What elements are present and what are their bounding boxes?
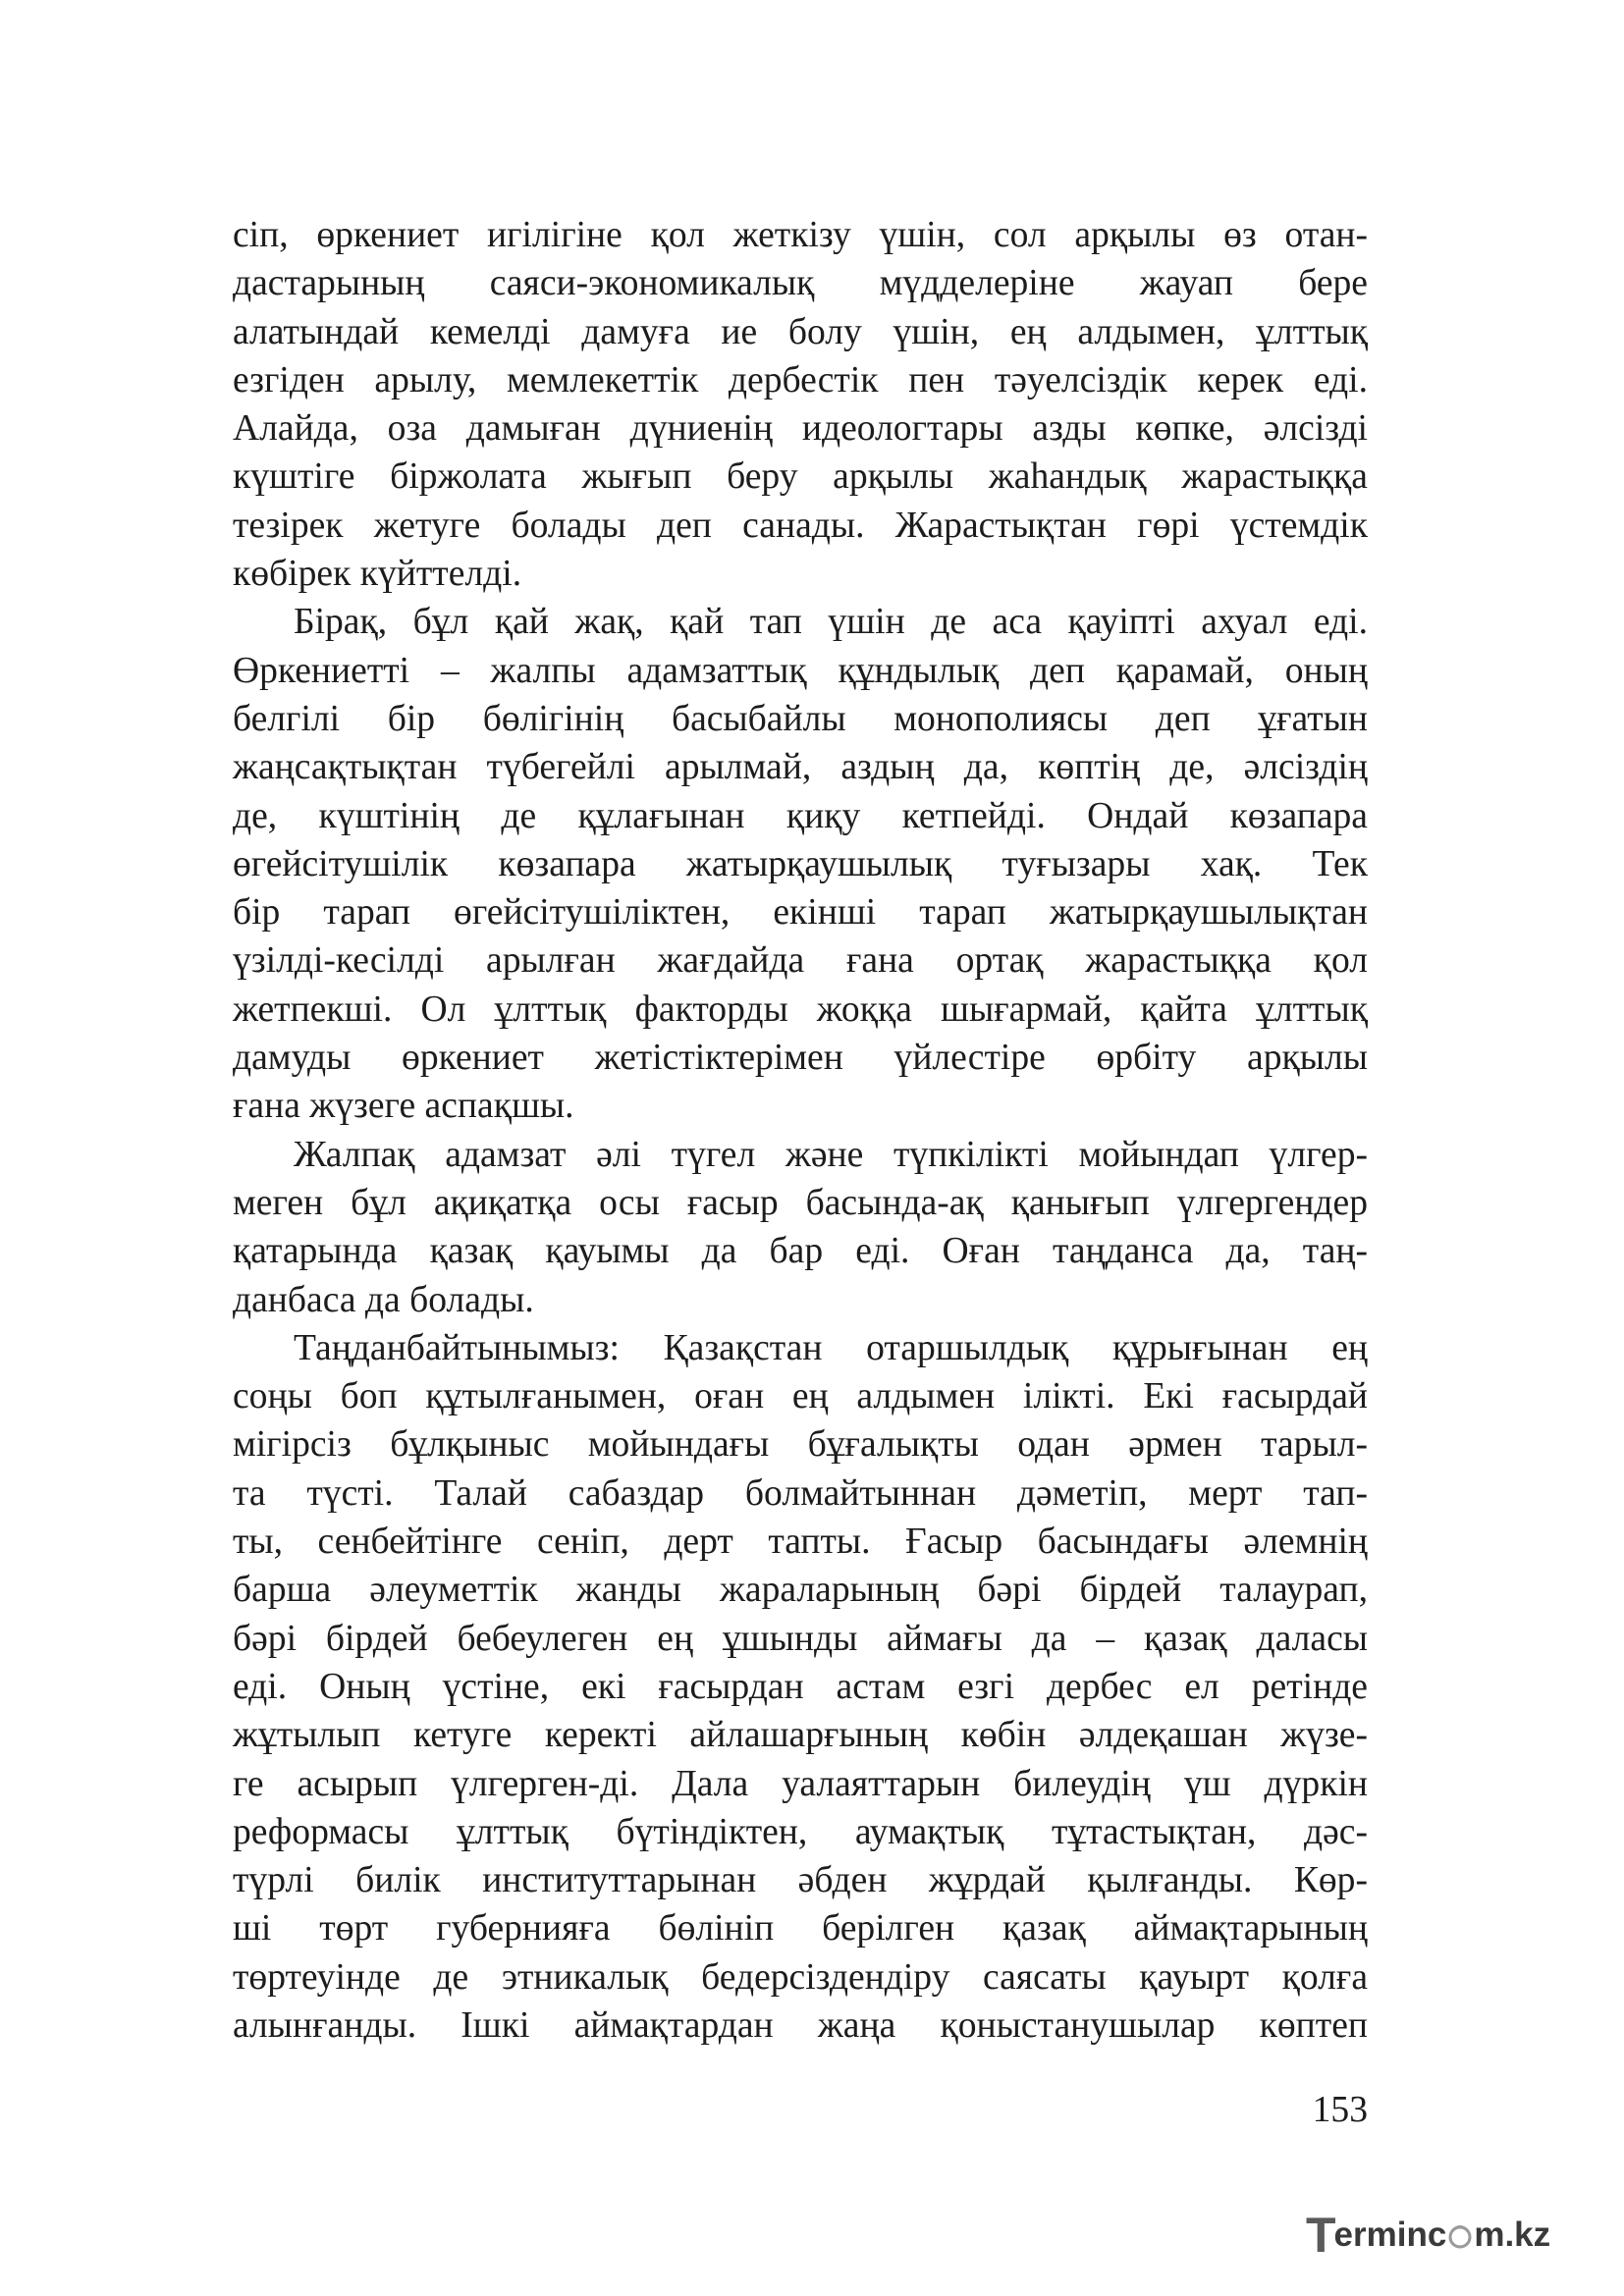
paragraph — [233, 1324, 1368, 2050]
text-line: төртеуінде де этникалық бедерсіздендіру саясаты қауырт қолға — [233, 1956, 1368, 1998]
text-line: Алайда, оза дамыған дүниенің идеологтары азды көпке, әлсізді — [233, 408, 1368, 450]
text-line: бір тарап өгейсітушіліктен, екінші тарап жатырқаушылықтан — [233, 892, 1368, 934]
text-line: соңы боп құтылғанымен, оған ең алдымен ілікті. Екі ғасырдай — [233, 1376, 1368, 1417]
text-line: жетпекші. Ол ұлттық факторды жоққа шығармай, қайта ұлттық — [233, 988, 1368, 1030]
text-line: еді. Оның үстіне, екі ғасырдан астам езгі дербес ел ретінде — [233, 1666, 1368, 1707]
text-line: белгілі бір бөлігінің басыбайлы монополиясы деп ұғатын — [233, 698, 1368, 739]
text-line: Өркениетті – жалпы адамзаттық құндылық деп қарамай, оның — [233, 650, 1368, 691]
text-line: қатарында қазақ қауымы да бар еді. Оған таңданса да, таң- — [233, 1231, 1368, 1272]
globe-o-icon — [1447, 2220, 1473, 2250]
text-line: дамуды өркениет жетістіктерімен үйлестіре өрбіту арқылы — [233, 1038, 1368, 1079]
text-line: көбірек күйттелді. — [233, 554, 522, 595]
text-line: ғана жүзеге аспақшы. — [233, 1086, 574, 1127]
text-line: тезірек жетуге болады деп санады. Жарастықтан гөрі үстемдік — [233, 505, 1368, 546]
text-line: өгейсітушілік көзапара жатырқаушылық туғызары хақ. Тек — [233, 843, 1368, 884]
text-line: меген бұл ақиқатқа осы ғасыр басында-ақ қанығып үлгергендер — [233, 1182, 1368, 1223]
text-line: та түсті. Талай сабаздар болмайтыннан дәметіп, мерт тап- — [233, 1472, 1368, 1514]
text-line: барша әлеуметтік жанды жараларының бәрі бірдей талаурап, — [233, 1570, 1368, 1611]
text-line: жұтылып кетуге керекті айлашарғының көбін әлдеқашан жүзе- — [233, 1715, 1368, 1756]
paragraph — [233, 598, 1368, 1130]
text-line: мігірсіз бұлқыныс мойындағы бұғалықты одан әрмен тарыл- — [233, 1424, 1368, 1466]
text-line: реформасы ұлттық бүтіндіктен, аумақтық тұтастықтан, дәс- — [233, 1811, 1368, 1852]
text-line: үзілді-кесілді арылған жағдайда ғана ортақ жарастыққа қол — [233, 940, 1368, 982]
text-line: данбаса да болады. — [233, 1279, 534, 1320]
text-line: ге асырып үлгерген-ді. Дала уалаяттарын билеудің үш дүркін — [233, 1763, 1368, 1804]
text-line: ші төрт губернияға бөлініп берілген қазақ аймақтарының — [233, 1908, 1368, 1949]
text-line: жаңсақтықтан түбегейлі арылмай, аздың да, көптің де, әлсіздің — [233, 747, 1368, 788]
text-line: алатындай кемелді дамуға ие болу үшін, ең алдымен, ұлттық — [233, 311, 1368, 352]
text-line: дастарының саяси-экономикалық мүдделеріне жауап бере — [233, 263, 1368, 304]
text-line: алынғанды. Ішкі аймақтардан жаңа қоныстанушылар көптеп — [233, 2004, 1368, 2046]
page-number: 153 — [1312, 2090, 1368, 2130]
text-line: Жалпақ адамзат әлі түгел және түпкілікті мойындап үлгер- — [294, 1134, 1368, 1175]
text-line: түрлі билік институттарынан әбден жұрдай қылғанды. Көр- — [233, 1860, 1368, 1901]
text-line: ты, сенбейтінге сеніп, дерт тапты. Ғасыр басындағы әлемнің — [233, 1522, 1368, 1563]
page-body — [233, 211, 1368, 2050]
paragraph — [233, 1131, 1368, 1324]
watermark-middle: erminc — [1333, 2216, 1447, 2254]
watermark-logo — [1306, 2206, 1600, 2265]
text-line: де, күштінің де құлағынан қиқу кетпейді. Ондай көзапара — [233, 795, 1368, 836]
watermark-prefix: T — [1306, 2208, 1336, 2263]
text-line: бәрі бірдей бебеулеген ең ұшынды аймағы да – қазақ даласы — [233, 1618, 1368, 1659]
watermark-suffix: m.kz — [1474, 2216, 1551, 2254]
text-line: Таңданбайтынымыз: Қазақстан отаршылдық құрығынан ең — [294, 1327, 1368, 1368]
text-line: күштіге біржолата жығып беру арқылы жаһандық жарастыққа — [233, 456, 1368, 498]
text-line: езгіден арылу, мемлекеттік дербестік пен тәуелсіздік керек еді. — [233, 359, 1368, 400]
text-line: сіп, өркениет игілігіне қол жеткізу үшін, сол арқылы өз отан- — [233, 215, 1368, 255]
text-line: Бірақ, бұл қай жақ, қай тап үшін де аса қауіпті ахуал еді. — [294, 602, 1368, 643]
paragraph — [233, 211, 1368, 598]
